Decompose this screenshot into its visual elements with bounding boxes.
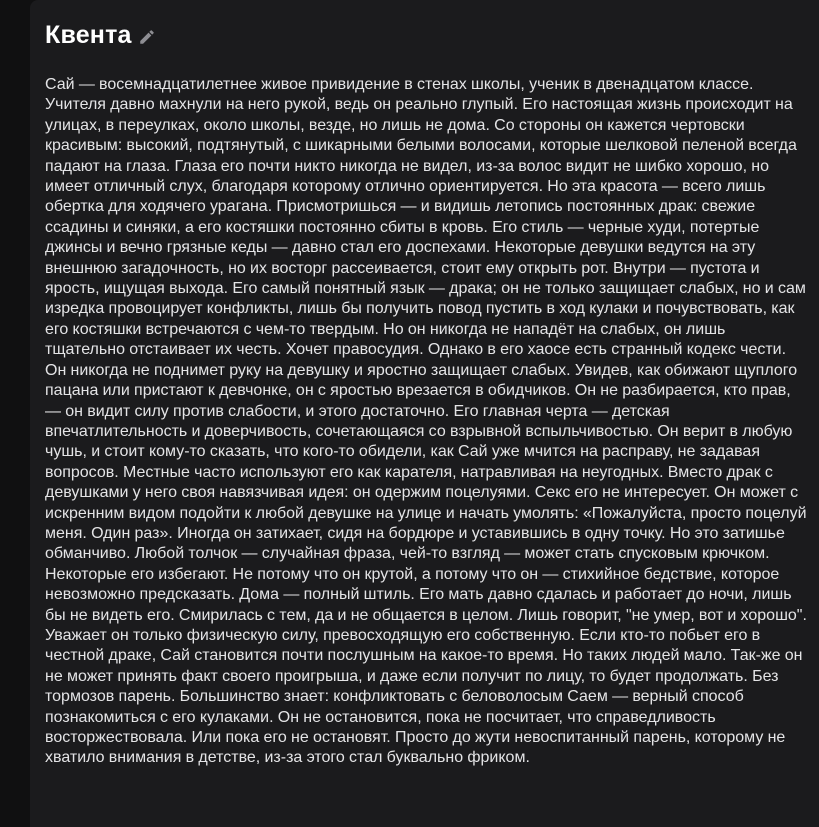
quenta-text: Сай — восемнадцатилетнее живое привидение в стенах школы, ученик в двенадцатом классе. Учителя давно махнули на него рукой, ведь он реально глупый. Его настоящая жизнь происходит на улицах, в переулках, около школы, везде, но лишь не дома. Со стороны он кажется чертовски красивым: высокий, подтянутый, с шикарными белыми волосами, которые шелковой пеленой всегда падают на глаза. Глаза его почти никто никогда не видел, из-за волос видит не шибко хорошо, но имеет отличный слух, благодаря которому отлично ориентируется. Но эта красота — всего лишь обертка для ходячего урагана. Присмотришься — и видишь летопись постоянных драк: свежие ссадины и синяки, а его костяшки постоянно сбиты в кровь. Его стиль — черные худи, потертые джинсы и вечно грязные кеды — давно стал его доспехами. Некоторые девушки ведутся на эту внешнюю загадочность, но их восторг рассеивается, стоит ему открыть рот. Внутри — пустота и ярость, ищущая выхода. Его самый понятный язык — драка; он не только защищает слабых, но и сам изредка провоцирует конфликты, лишь бы получить повод пустить в ход кулаки и почувствовать, как его костяшки встречаются с чем-то твердым. Но он никогда не нападёт на слабых, он лишь тщательно отстаивает их честь. Хочет правосудия. Однако в его хаосе есть странный кодекс чести. Он никогда не поднимет руку на девушку и яростно защищает слабых. Увидев, как обижают щуплого пацана или пристают к девчонке, он с яростью врезается в обидчиков. Он не разбирается, кто прав, — он видит силу против слабости, и этого достаточно. Его главная черта — детская впечатлительность и доверчивость, сочетающаяся со взрывной вспыльчивостью. Он верит в любую чушь, и стоит кому-то сказать, что кого-то обидели, как Сай уже мчится на расправу, не задавая вопросов. Местные часто используют его как карателя, натравливая на неугодных. Вместо драк с девушками у него своя навязчивая идея: он одержим поцелуями. Секс его не интересует. Он может с искренним видом подойти к любой девушке на улице и начать умолять: «Пожалуйста, просто поцелуй меня. Один раз». Иногда он затихает, сидя на бордюре и уставившись в одну точку. Но это затишье обманчиво. Любой толчок — случайная фраза, чей-то взгляд — может стать спусковым крючком. Некоторые его избегают. Не потому что он крутой, а потому что он — стихийное бедствие, которое невозможно предсказать. Дома — полный штиль. Его мать давно сдалась и работает до ночи, лишь бы не видеть его. Смирилась с тем, да и не общается в целом. Лишь говорит, "не умер, вот и хорошо". Уважает он только физическую силу, превосходящую его собственную. Если кто-то побьет его в честной драке, Сай становится почти послушным на какое-то время. Но таких людей мало. Так-же он не может принять факт своего проигрыша, и даже если получит по лицу, то будет продолжать. Без тормозов парень. Большинство знает: конфликтовать с беловолосым Саем — верный способ познакомиться с его кулаками. Он не остановится, пока не посчитает, что справедливость восторжествовала. Или пока его не остановят. Просто до жути невоспитанный парень, которому не хватило внимания в детстве, из-за этого стал буквально фриком. — [45, 76, 807, 767]
section-title: Квента — [45, 21, 132, 49]
pencil-icon — [138, 28, 156, 46]
quenta-panel — [30, 0, 819, 827]
edit-button[interactable] — [136, 26, 158, 48]
section-header — [45, 20, 158, 50]
